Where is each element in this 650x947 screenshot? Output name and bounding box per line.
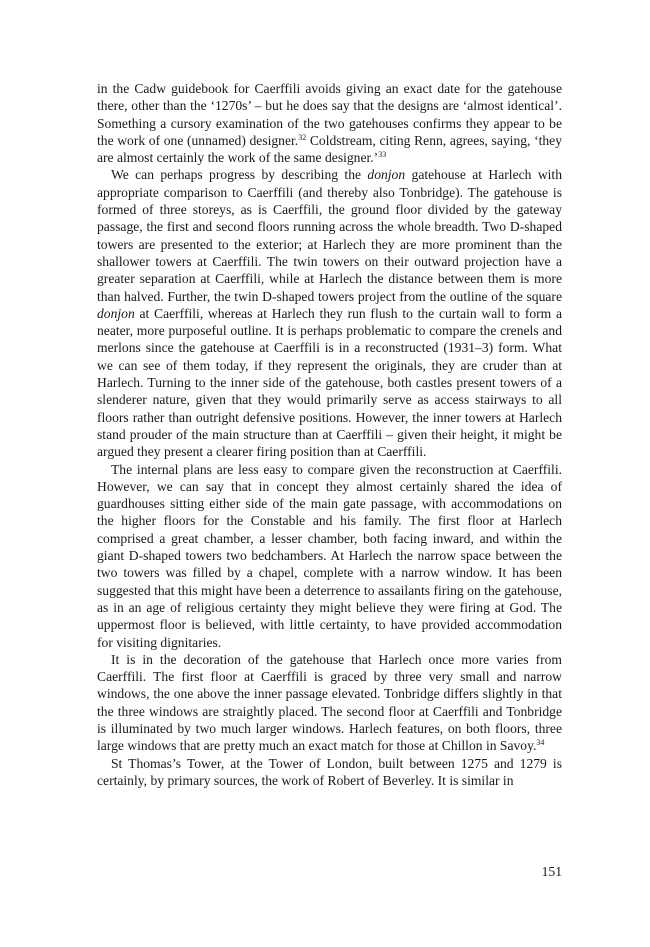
text-run: at Caerffili, whereas at Harlech they run flush to the curtain wall to form a neater, more purposeful outline. It is perhaps problematic to compare the crenels and merlons since the gatehouse at Caerffili is in a reconstructed (1931–3) form. What we can see of them today, if they represent the originals, they are cruder than at Harlech. Turning to the inner side of the gatehouse, both castles present towers of a slenderer nature, given that they would primarily serve as access stairways to all floors rather than outright defensive positions. However, the inner towers at Harlech stand prouder of the main structure than at Caerffili – given their height, it might be argued they present a clearer firing position than at Caerffili. <box>97 305 562 460</box>
text-run: Coldstream, citing Renn, agrees, saying, ‘they are almost certainly the work of the same designer.’ <box>97 132 562 166</box>
footnote-marker[interactable]: 33 <box>378 150 387 160</box>
footnote-marker[interactable]: 32 <box>298 132 307 142</box>
body-text <box>97 80 562 789</box>
footnote-marker[interactable]: 34 <box>536 738 545 748</box>
paragraph <box>97 80 562 166</box>
text-run: The internal plans are less easy to compare given the reconstruction at Caerffili. However, we can say that in concept they almost certainly shared the idea of guardhouses sitting either side of the main gate passage, with accommodations on the higher floors for the Constable and his family. The first floor at Harlech comprised a great chamber, a lesser chamber, both facing inward, and within the giant D-shaped towers two bedchambers. At Harlech the narrow space between the two towers was filled by a chapel, complete with a narrow window. It has been suggested that this might have been a deterrence to assailants firing on the gatehouse, as in an age of religious certainty they might believe they were firing at God. The uppermost floor is believed, with little certainty, to have provided accommodation for visiting dignitaries. <box>97 461 562 650</box>
text-run: in the Cadw guidebook for Caerffili avoids giving an exact date for the gatehouse there, other than the ‘1270s’ – but he does say that the designs are ‘almost identical’. Something a cursory examination of the two gatehouses confirms they appear to be the work of one (unnamed) designer. <box>97 81 562 148</box>
text-run: gatehouse at Harlech with appropriate comparison to Caerffili (and thereby also Tonbridge). The gatehouse is formed of three storeys, as is Caerffili, the ground floor divided by the gateway passage, the first and second floors running across the whole breadth. Two D-shaped towers are presented to the exterior; at Harlech they are more prominent than the shallower towers at Caerffili. The twin towers on their outward projection have a greater separation at Caerffili, while at Harlech the distance between them is more than halved. Further, the twin D-shaped towers project from the outline of the square <box>97 167 562 304</box>
paragraph <box>97 461 562 651</box>
italic-term: donjon <box>97 305 135 321</box>
page-number: 151 <box>541 864 562 879</box>
text-run: We can perhaps progress by describing the <box>111 167 368 183</box>
italic-term: donjon <box>367 167 406 183</box>
text-run: It is in the decoration of the gatehouse that Harlech once more varies from Caerffili. The first floor at Caerffili is graced by three very small and narrow windows, the one above the inner passage elevated. Tonbridge differs slightly in that the three windows are straightly placed. The second floor at Caerffili and Tonbridge is illuminated by two much larger windows. Harlech features, on both floors, three large windows that are pretty much an exact match for those at Chillon in Savoy. <box>97 651 562 754</box>
paragraph <box>97 166 562 460</box>
paragraph <box>97 651 562 755</box>
paragraph <box>97 755 562 790</box>
text-run: St Thomas’s Tower, at the Tower of London, built between 1275 and 1279 is certainly, by primary sources, the work of Robert of Beverley. It is similar in <box>97 755 562 788</box>
